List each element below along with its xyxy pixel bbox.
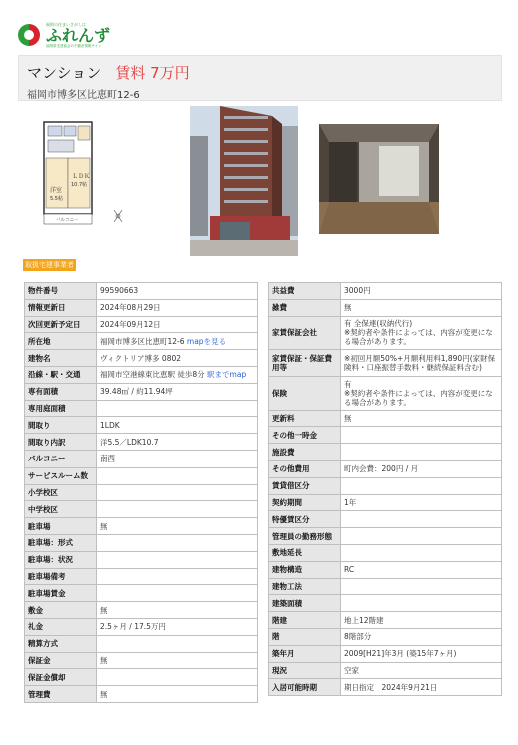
spec-right-value (341, 299, 502, 316)
spec-left-value (97, 501, 258, 518)
spec-right-label: 施設費 (269, 444, 341, 461)
floorplan-entrance (78, 126, 90, 140)
spec-left-row (25, 669, 258, 686)
spec-left-label: 駐車場：形式 (25, 534, 97, 551)
spec-left-value (97, 551, 258, 568)
floorplan-bath (48, 126, 62, 136)
spec-right-value (341, 612, 502, 629)
spec-right-value-text: 8階部分 (344, 632, 372, 642)
spec-left-value-text: 99590663 (100, 286, 139, 296)
spec-right-row (269, 511, 502, 528)
spec-right-value (341, 444, 502, 461)
spec-right-value (341, 350, 502, 377)
logo-tagline: 福岡の住まいさがしは (46, 21, 86, 27)
spec-right-row (269, 316, 502, 350)
spec-right-value (341, 377, 502, 411)
spec-left-value (97, 383, 258, 400)
spec-right-value (341, 511, 502, 528)
spec-left-value (97, 585, 258, 602)
spec-left-row (25, 450, 258, 467)
spec-right-row (269, 595, 502, 612)
spec-right-row (269, 477, 502, 494)
spec-right-label: 築年月 (269, 645, 341, 662)
spec-left-row (25, 400, 258, 417)
spec-left-row (25, 333, 258, 350)
spec-right-value (341, 662, 502, 679)
spec-left-value (97, 400, 258, 417)
spec-left-row (25, 686, 258, 703)
spec-left-value (97, 484, 258, 501)
spec-right-value-text: 2009[H21]年3月 (築15年7ヶ月) (344, 649, 457, 659)
spec-left-value-text: 2024年08月29日 (100, 303, 161, 313)
spec-right-row (269, 283, 502, 300)
spec-right-label: 契約期間 (269, 494, 341, 511)
spec-left-label: 駐車場 (25, 518, 97, 535)
spec-left-value-text: 南西 (100, 454, 115, 464)
spec-left-label: 駐車場備考 (25, 568, 97, 585)
spec-right-row (269, 561, 502, 578)
spec-right-value (341, 410, 502, 427)
spec-left-label: 保証金 (25, 652, 97, 669)
spec-right-value-text: 有 全保連(収納代行) ※契約者や条件によっては、内容が変更になる場合があります。 (344, 319, 493, 347)
spec-left-row (25, 417, 258, 434)
spec-right-value (341, 427, 502, 444)
spec-left-row (25, 618, 258, 635)
spec-left-value (97, 316, 258, 333)
spec-left-value (97, 618, 258, 635)
spec-right-value-text: ※初回月額50%+月額利用料1,890円(家財保険料・口座振替手数料・継続保証料含む) (344, 354, 496, 373)
spec-left-value-text: 2.5ヶ月 / 17.5万円 (100, 622, 166, 632)
spec-right-label: 階 (269, 629, 341, 646)
spec-left-row (25, 585, 258, 602)
spec-left-label: 礼金 (25, 618, 97, 635)
spec-left-row (25, 434, 258, 451)
logo-icon (18, 24, 40, 46)
spec-right-row (269, 494, 502, 511)
logo-subtitle: 福岡県宅建協会の不動産情報サイト (46, 43, 102, 48)
spec-right-row (269, 299, 502, 316)
spec-right-value (341, 528, 502, 545)
spec-right-value-text: 3000円 (344, 286, 371, 296)
spec-left-label: 建物名 (25, 350, 97, 367)
spec-right-value (341, 494, 502, 511)
property-type: マンション (27, 64, 102, 82)
interior-photo[interactable] (319, 124, 439, 234)
spec-left-value-text: 2024年09月12日 (100, 319, 161, 329)
spec-right-label: 入居可能時期 (269, 679, 341, 696)
spec-right-row (269, 645, 502, 662)
spec-right-label: 階建 (269, 612, 341, 629)
spec-left-value (97, 350, 258, 367)
spec-right-row (269, 679, 502, 696)
spec-left-label: 間取り (25, 417, 97, 434)
spec-right-label: 管理員の勤務形態 (269, 528, 341, 545)
spec-right-value-text: 期日指定 2024年9月21日 (344, 682, 438, 692)
spec-left-label: バルコニー (25, 450, 97, 467)
spec-right-value (341, 629, 502, 646)
spec-right-label: 建築面積 (269, 595, 341, 612)
spec-left-value-text: 無 (100, 655, 108, 665)
spec-right-value-text: 無 (344, 303, 352, 313)
spec-left-label: 専有面積 (25, 383, 97, 400)
spec-right-value-text: 空家 (344, 666, 359, 675)
spec-left-value (97, 467, 258, 484)
spec-left-row (25, 602, 258, 619)
spec-right-label: 保険 (269, 377, 341, 411)
rent-price: 賃料 7万円 (115, 64, 190, 82)
spec-right-value (341, 477, 502, 494)
spec-left-label: サービスルーム数 (25, 467, 97, 484)
spec-left-map-link[interactable]: 駅までmap (207, 370, 247, 380)
spec-right-row (269, 629, 502, 646)
spec-left-value (97, 518, 258, 535)
spec-left-map-link[interactable]: mapを見る (186, 336, 227, 346)
spec-right-value (341, 545, 502, 562)
spec-left-row (25, 518, 258, 535)
spec-right-row (269, 444, 502, 461)
spec-right-label: 建物工法 (269, 578, 341, 595)
spec-right-value (341, 316, 502, 350)
spec-right-label: 賃貸借区分 (269, 477, 341, 494)
spec-left-value (97, 283, 258, 300)
spec-left-value (97, 417, 258, 434)
logo-name: ふれんず (46, 25, 111, 45)
spec-left-row (25, 467, 258, 484)
spec-left-row (25, 350, 258, 367)
spec-left-label: 駐車場賃金 (25, 585, 97, 602)
spec-left-value-text: ヴィクトリア博多 0802 (100, 353, 182, 363)
spec-left-row (25, 383, 258, 400)
spec-left-value (97, 602, 258, 619)
listing-address: 福岡市博多区比恵町12-6 (27, 90, 140, 101)
spec-right-row (269, 662, 502, 679)
spec-left-row (25, 501, 258, 518)
spec-left-label: 中学校区 (25, 501, 97, 518)
agent-tag[interactable]: 取扱宅建事業者 (25, 261, 74, 269)
spec-left-label: 所在地 (25, 333, 97, 350)
spec-left-label: 次回更新予定日 (25, 316, 97, 333)
spec-right-row (269, 578, 502, 595)
spec-right-label: その他費用 (269, 461, 341, 478)
spec-left-label: 小学校区 (25, 484, 97, 501)
spec-right-label: 現況 (269, 662, 341, 679)
spec-right-value (341, 645, 502, 662)
spec-right-value (341, 461, 502, 478)
floorplan-balcony-label: バルコニー (56, 218, 79, 223)
spec-right-row (269, 461, 502, 478)
spec-left-label: 駐車場：状況 (25, 551, 97, 568)
spec-left-value-text: 無 (100, 605, 108, 615)
spec-left-label: 沿線・駅・交通 (25, 366, 97, 383)
spec-right-label: 家賃保証会社 (269, 316, 341, 350)
spec-left-label: 物件番号 (25, 283, 97, 300)
spec-left-value-text: 39.48㎡ / 約11.94坪 (100, 387, 173, 397)
spec-left-label: 管理費 (25, 686, 97, 703)
spec-left-label: 情報更新日 (25, 299, 97, 316)
floorplan-toilet (64, 126, 76, 136)
spec-right-label: その他一時金 (269, 427, 341, 444)
spec-right-row (269, 528, 502, 545)
spec-right-row (269, 377, 502, 411)
spec-left-value-text: 無 (100, 521, 108, 531)
spec-right-value (341, 561, 502, 578)
spec-left-row (25, 652, 258, 669)
listing-title-bar (18, 55, 502, 101)
spec-right-label: 特優賃区分 (269, 511, 341, 528)
listing-title (27, 62, 190, 83)
spec-left-value (97, 568, 258, 585)
spec-left-row (25, 551, 258, 568)
spec-left-label: 精算方式 (25, 635, 97, 652)
spec-right-value (341, 595, 502, 612)
compass-icon (114, 210, 122, 222)
spec-left-value-text: 福岡市博多区比恵町12-6 (100, 336, 187, 346)
spec-right-value (341, 578, 502, 595)
spec-left-value-text: 福岡市空港線東比恵駅 徒歩8分 (100, 370, 208, 380)
spec-left-value (97, 669, 258, 686)
spec-left-value (97, 434, 258, 451)
spec-left-row (25, 366, 258, 383)
spec-left-value-text: 洋5.5／LDK10.7 (100, 437, 159, 447)
building-photo[interactable] (190, 106, 298, 256)
spec-left-label: 専用庭面積 (25, 400, 97, 417)
floorplan-ldk-size: 10.7帖 (71, 182, 88, 188)
spec-table-right (268, 282, 502, 696)
floorplan-room-size: 5.5帖 (50, 196, 63, 202)
spec-left-row (25, 568, 258, 585)
spec-left-label: 保証金償却 (25, 669, 97, 686)
spec-left-value (97, 450, 258, 467)
spec-left-label: 敷金 (25, 602, 97, 619)
spec-left-value (97, 366, 258, 383)
spec-right-label: 更新料 (269, 410, 341, 427)
spec-right-row (269, 350, 502, 377)
spec-right-row (269, 545, 502, 562)
spec-left-value-text: 1LDK (100, 420, 120, 430)
spec-right-row (269, 612, 502, 629)
spec-table-left (24, 282, 258, 703)
spec-left-value (97, 652, 258, 669)
spec-left-value (97, 299, 258, 316)
spec-left-row (25, 316, 258, 333)
spec-right-value (341, 679, 502, 696)
spec-left-row (25, 534, 258, 551)
spec-right-value-text: 無 (344, 414, 352, 424)
spec-left-row (25, 299, 258, 316)
spec-right-value-text: 1年 (344, 498, 357, 508)
floorplan-image[interactable] (26, 118, 126, 236)
spec-left-row (25, 484, 258, 501)
logo[interactable] (46, 22, 110, 49)
spec-right-value-text: 地上12階建 (344, 615, 384, 625)
spec-right-value (341, 283, 502, 300)
floorplan-ldk-label: ＬＤＫ (72, 173, 91, 180)
spec-left-label: 間取り内訳 (25, 434, 97, 451)
spec-right-row (269, 427, 502, 444)
spec-left-value-text: 無 (100, 689, 108, 699)
spec-right-value-text: 有 ※契約者や条件によっては、内容が変更になる場合があります。 (344, 379, 493, 407)
spec-right-value-text: 町内会費：200円 / 月 (344, 464, 419, 474)
spec-right-label: 雑費 (269, 299, 341, 316)
spec-left-row (25, 283, 258, 300)
spec-right-row (269, 410, 502, 427)
spec-right-label: 共益費 (269, 283, 341, 300)
spec-left-value (97, 333, 258, 350)
spec-right-label: 家賃保証・保証費用等 (269, 350, 341, 377)
site-header (18, 18, 178, 52)
spec-left-value (97, 534, 258, 551)
spec-right-label: 建物構造 (269, 561, 341, 578)
floorplan-room-label: 洋室 (50, 187, 63, 194)
spec-left-value (97, 686, 258, 703)
spec-right-label: 敷地延長 (269, 545, 341, 562)
spec-right-value-text: RC (344, 565, 355, 575)
spec-left-row (25, 635, 258, 652)
spec-left-value (97, 635, 258, 652)
floorplan-kitchen (48, 140, 74, 152)
